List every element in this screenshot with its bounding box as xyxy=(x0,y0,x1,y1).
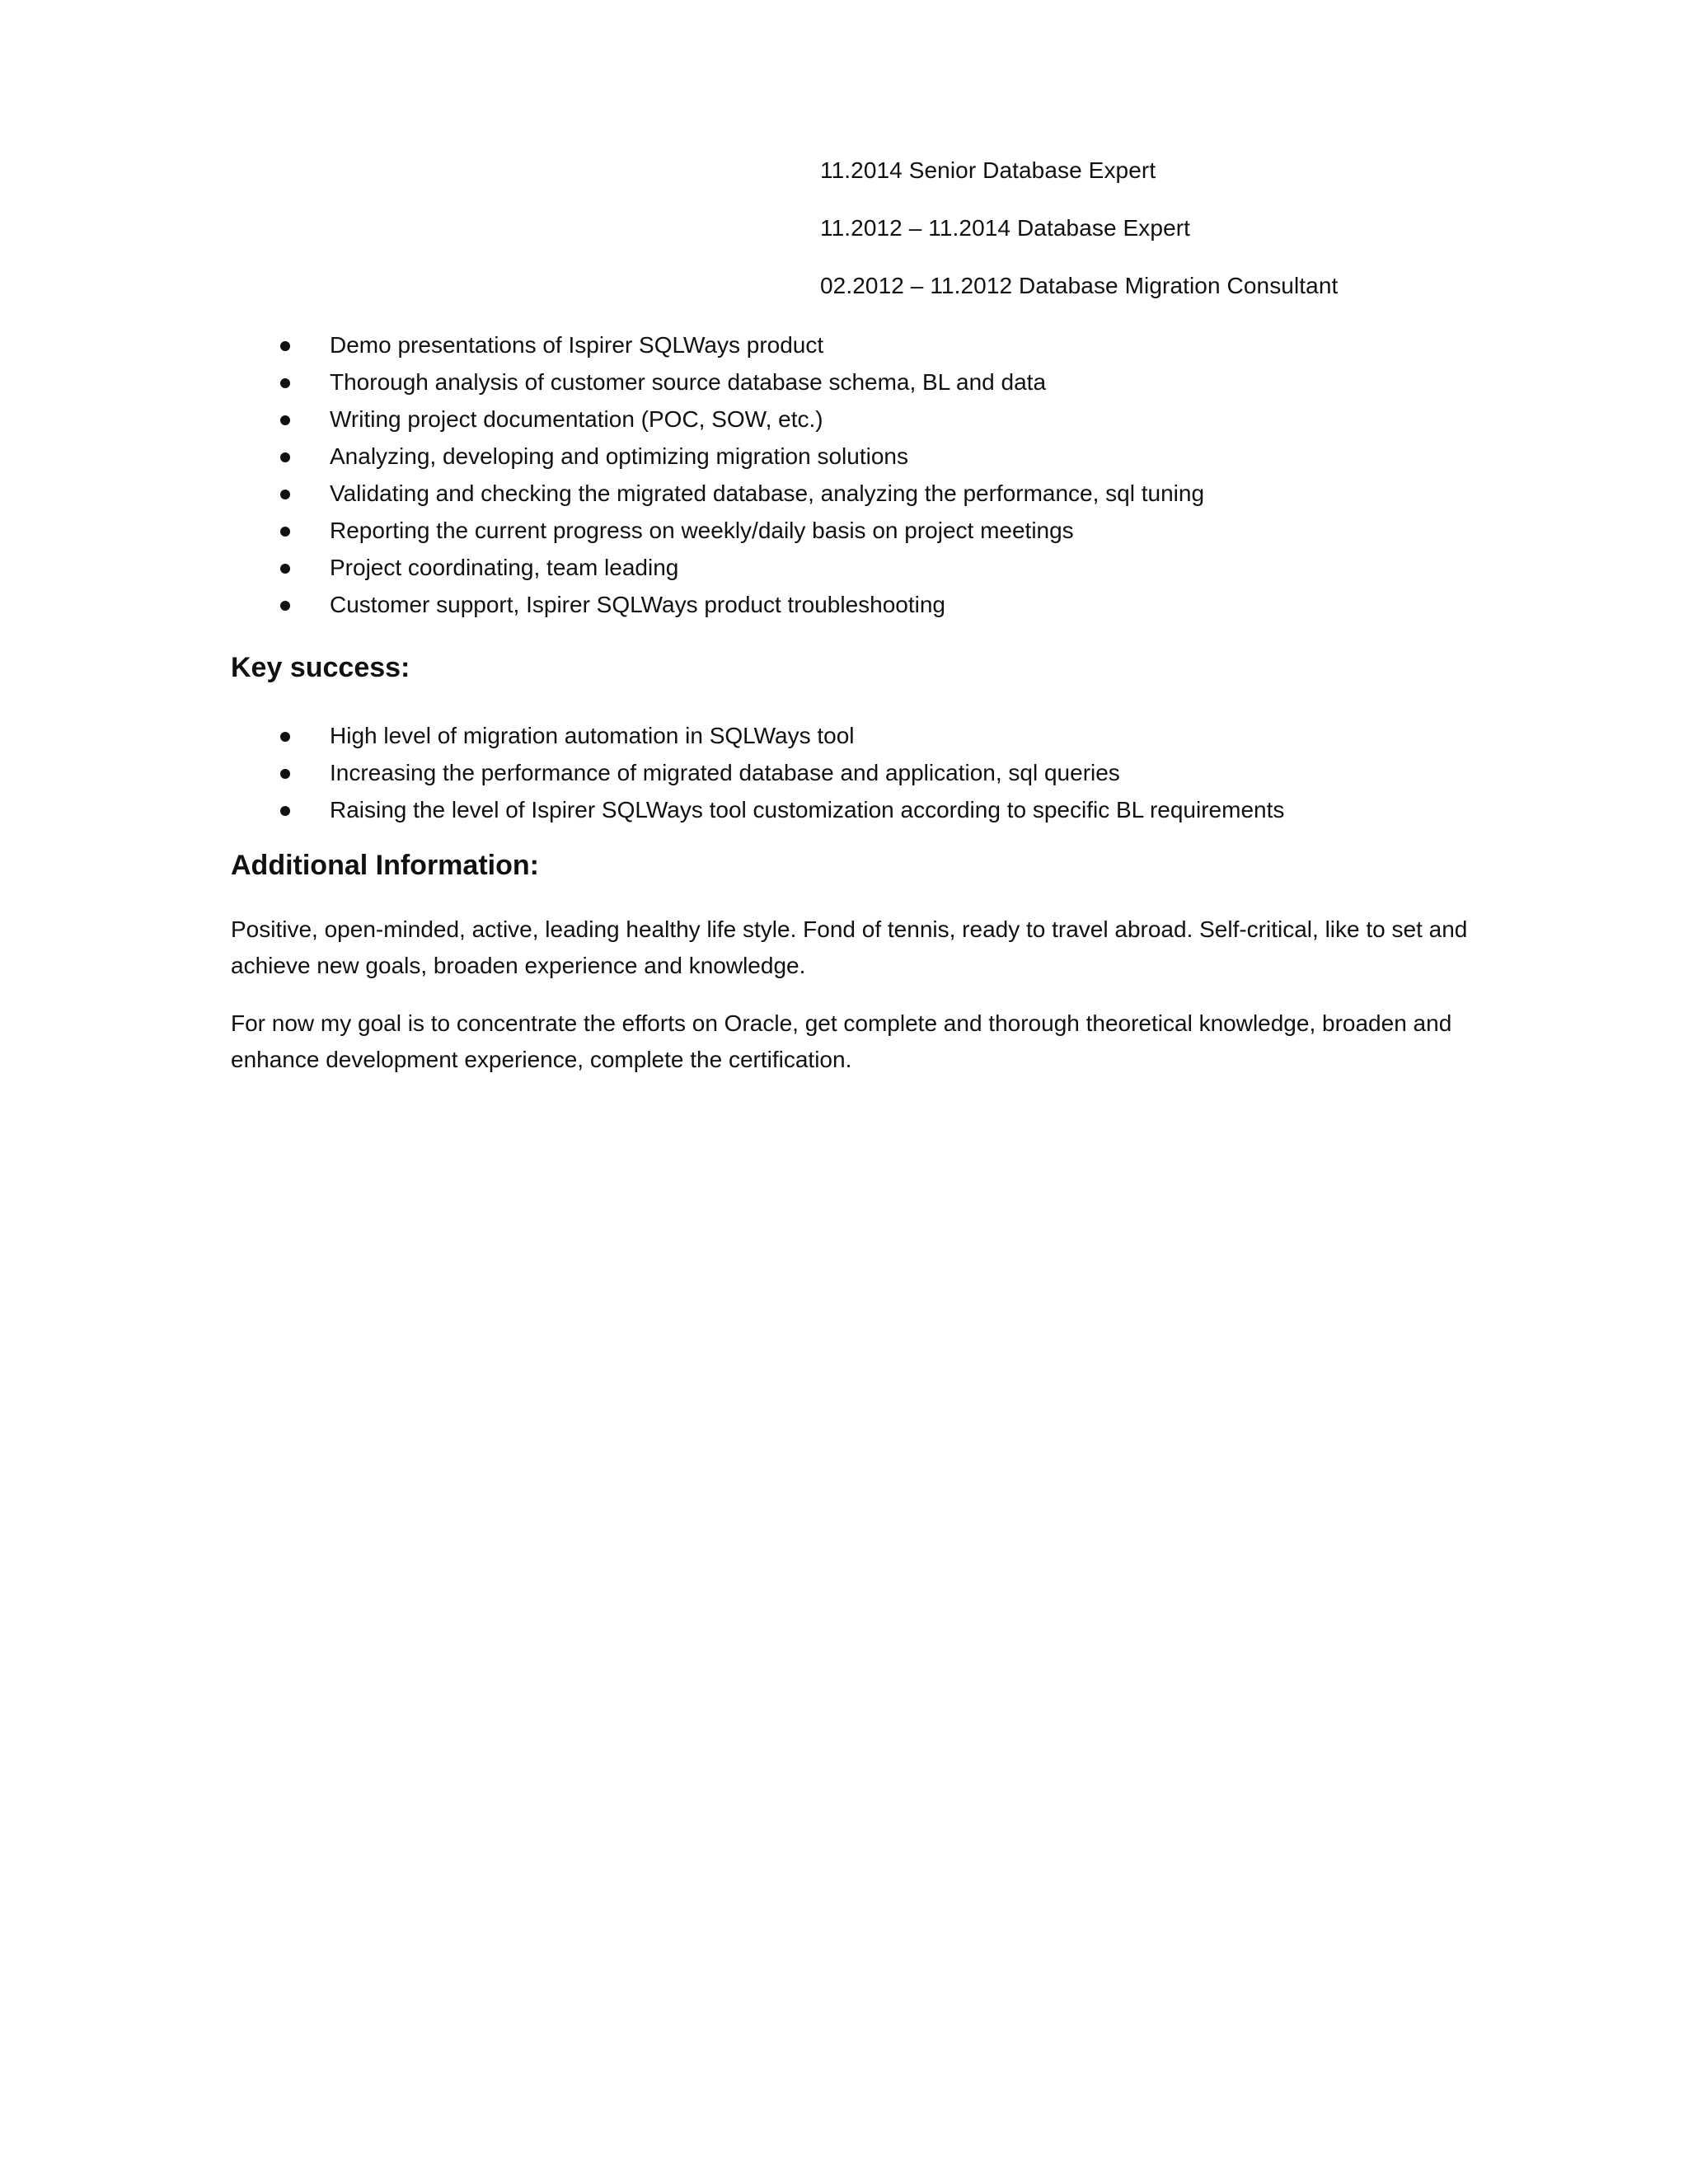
list-item-text: Customer support, Ispirer SQLWays product troubleshooting xyxy=(330,592,946,617)
bullet-icon xyxy=(280,564,290,574)
list-item xyxy=(231,759,1550,787)
position-senior-database-expert: 11.2014 Senior Database Expert xyxy=(820,157,1156,183)
bullet-icon xyxy=(280,527,290,537)
list-item xyxy=(231,554,1550,582)
list-item xyxy=(231,331,1550,359)
position-database-expert: 11.2012 – 11.2014 Database Expert xyxy=(820,215,1191,241)
list-item-text: Writing project documentation (POC, SOW, etc.) xyxy=(330,406,823,432)
list-item xyxy=(231,517,1550,545)
bullet-icon xyxy=(280,601,290,611)
position-history xyxy=(820,157,1562,330)
list-item-text: Reporting the current progress on weekly/daily basis on project meetings xyxy=(330,518,1074,543)
bullet-icon xyxy=(280,732,290,742)
bullet-icon xyxy=(280,806,290,816)
position-database-migration-consultant: 02.2012 – 11.2012 Database Migration Consultant xyxy=(820,273,1339,298)
list-item-text: Increasing the performance of migrated database and application, sql queries xyxy=(330,760,1120,785)
list-item-text: Project coordinating, team leading xyxy=(330,555,679,580)
list-item xyxy=(231,722,1550,750)
list-item-text: High level of migration automation in SQLWays tool xyxy=(330,723,855,748)
list-item-text: Demo presentations of Ispirer SQLWays product xyxy=(330,332,824,358)
additional-paragraph-personal: Positive, open-minded, active, leading healthy life style. Fond of tennis, ready to travel abroad. Self-critical, like to set and achieve new goals, broaden experience and knowledge. xyxy=(231,916,1468,978)
list-item xyxy=(231,480,1550,508)
bullet-icon xyxy=(280,341,290,351)
bullet-icon xyxy=(280,415,290,425)
additional-information-heading: Additional Information: xyxy=(231,850,539,881)
key-success-list xyxy=(231,722,1550,833)
additional-paragraph-goals: For now my goal is to concentrate the efforts on Oracle, get complete and thorough theoretical knowledge, broaden and enhance development experience, complete the certification. xyxy=(231,1010,1452,1072)
list-item xyxy=(231,368,1550,396)
bullet-icon xyxy=(280,769,290,779)
list-item-text: Analyzing, developing and optimizing migration solutions xyxy=(330,443,908,469)
list-item xyxy=(231,796,1550,824)
list-item xyxy=(231,405,1550,434)
bullet-icon xyxy=(280,452,290,462)
list-item-text: Thorough analysis of customer source database schema, BL and data xyxy=(330,369,1047,395)
key-success-heading: Key success: xyxy=(231,652,410,683)
list-item xyxy=(231,591,1550,619)
bullet-icon xyxy=(280,490,290,499)
bullet-icon xyxy=(280,378,290,388)
duties-list xyxy=(231,331,1550,628)
list-item-text: Raising the level of Ispirer SQLWays tool customization according to specific BL requirements xyxy=(330,797,1285,823)
list-item-text: Validating and checking the migrated database, analyzing the performance, sql tuning xyxy=(330,480,1205,506)
list-item xyxy=(231,443,1550,471)
